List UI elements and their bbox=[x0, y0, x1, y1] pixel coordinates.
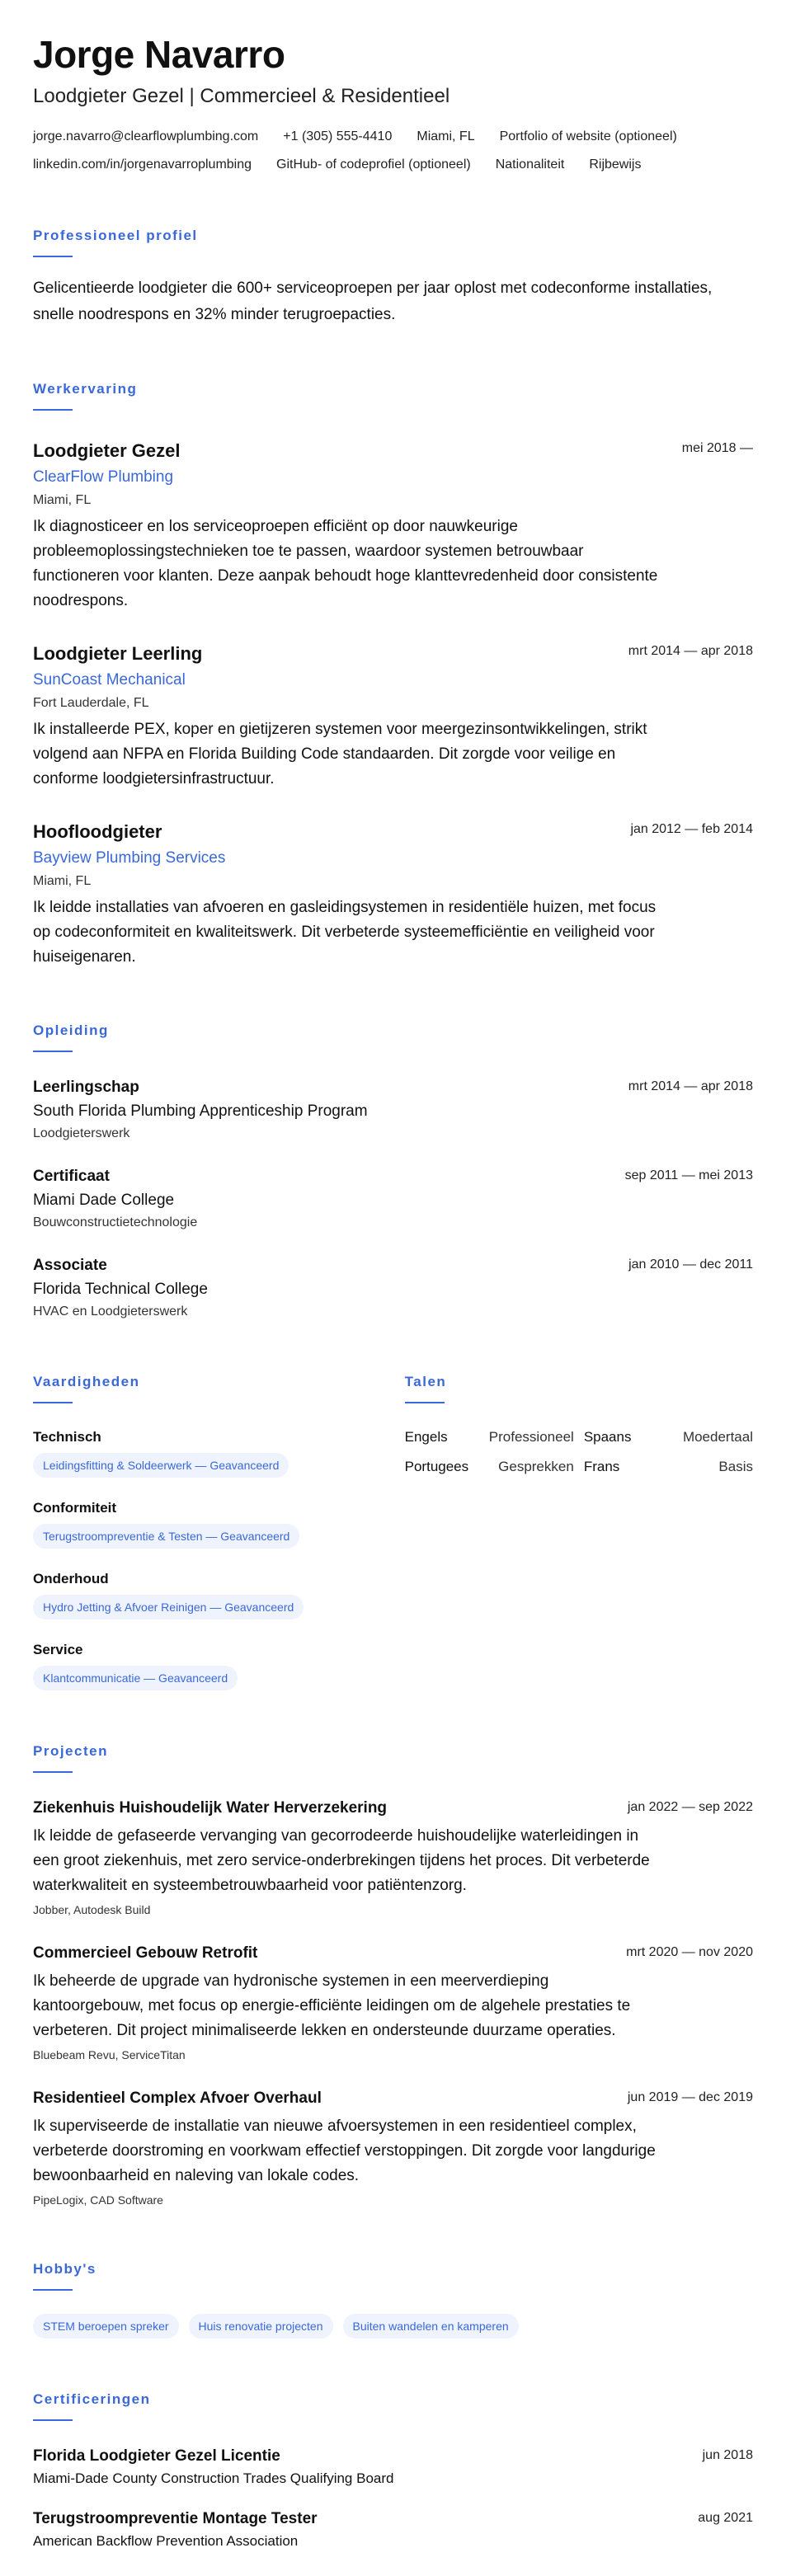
section-divider bbox=[33, 1402, 73, 1403]
certifications-section bbox=[33, 2391, 753, 2551]
contact-linkedin[interactable]: linkedin.com/in/jorgenavarroplumbing bbox=[33, 157, 252, 172]
language-level: Professioneel bbox=[488, 1429, 574, 1445]
section-divider bbox=[33, 2289, 73, 2291]
language-name: Portugees bbox=[404, 1459, 469, 1474]
contact-nationality: Nationaliteit bbox=[495, 157, 565, 172]
language-level: Moedertaal bbox=[682, 1429, 753, 1445]
profile-summary: Gelicentieerde loodgieter die 600+ serviceoproepen per jaar oplost met codeconforme installaties, snelle noodrespons en 32% minder terugroepacties. bbox=[33, 280, 713, 323]
skills-section bbox=[33, 1374, 405, 1690]
project-title: Ziekenhuis Huishoudelijk Water Herverzekering bbox=[33, 1799, 388, 1817]
skill-chip: Hydro Jetting & Afvoer Reinigen — Geavanceerd bbox=[33, 1595, 304, 1619]
resume-header bbox=[33, 31, 753, 175]
education-item bbox=[33, 1166, 753, 1232]
language-item bbox=[405, 1428, 574, 1446]
certification-name: Terugstroompreventie Montage Tester bbox=[33, 2510, 318, 2527]
hobby-chip: Buiten wandelen en kamperen bbox=[343, 2314, 519, 2339]
language-item bbox=[584, 1458, 753, 1476]
job-location: Miami, FL bbox=[33, 874, 92, 888]
job-company: Bayview Plumbing Services bbox=[33, 849, 226, 867]
section-title: Werkervaring bbox=[33, 381, 138, 397]
contact-license: Rijbewijs bbox=[589, 157, 642, 172]
skill-category: Onderhoud bbox=[33, 1571, 109, 1586]
certification-issuer: American Backflow Prevention Association bbox=[33, 2533, 299, 2549]
job-company: SunCoast Mechanical bbox=[33, 671, 186, 689]
skill-chip: Leidingsfitting & Soldeerwerk — Geavanceerd bbox=[33, 1453, 289, 1478]
skill-chip: Terugstroompreventie & Testen — Geavanceerd bbox=[33, 1524, 299, 1549]
contact-list bbox=[33, 127, 753, 175]
section-title: Hobby's bbox=[33, 2261, 96, 2277]
contact-phone[interactable]: +1 (305) 555-4410 bbox=[283, 129, 393, 143]
job-dates: mrt 2014 — apr 2018 bbox=[628, 644, 753, 658]
section-divider bbox=[33, 1771, 73, 1773]
hobby-chip: Huis renovatie projecten bbox=[189, 2314, 333, 2339]
experience-item bbox=[33, 642, 753, 792]
project-tools: Bluebeam Revu, ServiceTitan bbox=[33, 2048, 186, 2061]
education-school: Florida Technical College bbox=[33, 1281, 208, 1298]
job-title: Hoofloodgieter bbox=[33, 821, 162, 842]
project-description: Ik beheerde de upgrade van hydronische systemen in een meerverdieping kantoorgebouw, met focus op energie-efficiënte leidingen om de algehele prestaties te verbeteren. Dit project minimaliseerde lekken en ondersteunde duurzame operaties. bbox=[33, 1972, 631, 2039]
education-section bbox=[33, 1022, 753, 1321]
contact-email[interactable]: jorge.navarro@clearflowplumbing.com bbox=[33, 129, 259, 143]
project-dates: mrt 2020 — nov 2020 bbox=[626, 1945, 753, 1959]
job-description: Ik leidde installaties van afvoeren en gasleidingsystemen in residentiële huizen, met focus op codeconformiteit en kwaliteitswerk. Dit verbeterde systeemefficiëntie en veiligheid voor huiseigenaren. bbox=[33, 899, 657, 966]
section-divider bbox=[405, 1402, 445, 1403]
language-name: Frans bbox=[583, 1459, 620, 1474]
contact-portfolio[interactable]: Portfolio of website (optioneel) bbox=[499, 129, 677, 143]
experience-item bbox=[33, 439, 753, 613]
job-dates: jan 2012 — feb 2014 bbox=[630, 822, 753, 836]
job-location: Fort Lauderdale, FL bbox=[33, 696, 149, 710]
certification-date: aug 2021 bbox=[698, 2511, 753, 2525]
projects-section bbox=[33, 1743, 753, 2208]
job-title: Loodgieter Gezel bbox=[33, 440, 181, 461]
language-list bbox=[405, 1428, 753, 1476]
skills-languages-row bbox=[33, 1374, 753, 1690]
education-degree: Associate bbox=[33, 1257, 107, 1274]
job-description: Ik diagnosticeer en los serviceoproepen efficiënt op door nauwkeurige probleemoplossingstechnieken toe te passen, waardoor systemen betrouwbaar functioneren voor klanten. Deze aanpak behoudt hoge klanttevredenheid door consistente noodrespons. bbox=[33, 518, 658, 609]
project-description: Ik superviseerde de installatie van nieuwe afvoersystemen in een residentieel complex, verbeterde doorstroming en voorkwam effectief verstoppingen. Dit zorgde voor langdurige bewoonbaarheid en naleving van lokale codes. bbox=[33, 2118, 656, 2184]
hobbies-section bbox=[33, 2261, 753, 2339]
skill-chip: Klantcommunicatie — Geavanceerd bbox=[33, 1666, 238, 1690]
language-item bbox=[405, 1458, 574, 1476]
job-description: Ik installeerde PEX, koper en gietijzeren systemen voor meergezinsontwikkelingen, strikt volgend aan NFPA en Florida Building Code standaarden. Dit zorgde voor veilige en conforme loodgietersinfrastructuur. bbox=[33, 721, 647, 787]
education-dates: sep 2011 — mei 2013 bbox=[624, 1168, 753, 1182]
education-dates: jan 2010 — dec 2011 bbox=[628, 1257, 753, 1272]
language-name: Spaans bbox=[583, 1429, 632, 1445]
education-item bbox=[33, 1077, 753, 1143]
section-divider bbox=[33, 256, 73, 257]
hobby-chip: STEM beroepen spreker bbox=[33, 2314, 179, 2339]
profile-section bbox=[33, 228, 753, 328]
section-title: Professioneel profiel bbox=[33, 228, 198, 243]
section-divider bbox=[33, 409, 73, 411]
hobby-list bbox=[33, 2307, 753, 2339]
education-school: South Florida Plumbing Apprenticeship Program bbox=[33, 1102, 368, 1120]
section-divider bbox=[33, 2419, 73, 2421]
contact-github[interactable]: GitHub- of codeprofiel (optioneel) bbox=[276, 157, 471, 172]
section-title: Vaardigheden bbox=[33, 1374, 140, 1389]
project-item bbox=[33, 1943, 753, 2063]
education-field: HVAC en Loodgieterswerk bbox=[33, 1304, 188, 1319]
language-level: Gesprekken bbox=[498, 1459, 574, 1474]
project-item bbox=[33, 1798, 753, 1918]
skill-category: Technisch bbox=[33, 1429, 101, 1445]
education-school: Miami Dade College bbox=[33, 1192, 175, 1209]
education-field: Bouwconstructietechnologie bbox=[33, 1215, 198, 1229]
section-title: Certificeringen bbox=[33, 2391, 151, 2407]
skill-category: Conformiteit bbox=[33, 1500, 117, 1516]
languages-section bbox=[405, 1374, 753, 1690]
experience-section bbox=[33, 381, 753, 970]
certification-item bbox=[33, 2508, 753, 2551]
certification-issuer: Miami-Dade County Construction Trades Qualifying Board bbox=[33, 2470, 394, 2486]
certification-name: Florida Loodgieter Gezel Licentie bbox=[33, 2447, 280, 2465]
project-tools: PipeLogix, CAD Software bbox=[33, 2193, 163, 2207]
project-title: Residentieel Complex Afvoer Overhaul bbox=[33, 2089, 322, 2107]
section-title: Opleiding bbox=[33, 1022, 109, 1038]
candidate-headline: Loodgieter Gezel | Commercieel & Residentieel bbox=[33, 85, 450, 107]
skill-category: Service bbox=[33, 1642, 83, 1657]
job-company: ClearFlow Plumbing bbox=[33, 468, 174, 486]
section-divider bbox=[33, 1051, 73, 1052]
project-item bbox=[33, 2088, 753, 2208]
job-location: Miami, FL bbox=[33, 493, 92, 507]
project-title: Commercieel Gebouw Retrofit bbox=[33, 1944, 258, 1962]
education-field: Loodgieterswerk bbox=[33, 1126, 130, 1140]
education-degree: Leerlingschap bbox=[33, 1079, 139, 1096]
job-dates: mei 2018 — bbox=[681, 441, 753, 455]
project-tools: Jobber, Autodesk Build bbox=[33, 1903, 151, 1916]
education-dates: mrt 2014 — apr 2018 bbox=[628, 1079, 753, 1093]
section-title: Talen bbox=[404, 1374, 447, 1389]
education-degree: Certificaat bbox=[33, 1168, 110, 1185]
project-dates: jun 2019 — dec 2019 bbox=[627, 2090, 753, 2104]
language-item bbox=[584, 1428, 753, 1446]
job-title: Loodgieter Leerling bbox=[33, 643, 203, 664]
certification-item bbox=[33, 2446, 753, 2489]
certification-date: jun 2018 bbox=[702, 2448, 753, 2462]
language-name: Engels bbox=[404, 1429, 448, 1445]
education-item bbox=[33, 1255, 753, 1321]
project-description: Ik leidde de gefaseerde vervanging van gecorrodeerde huishoudelijke waterleidingen in een groot ziekenhuis, met zero service-onderbrekingen tijdens het proces. Dit verbeterde waterkwaliteit en systeembetrouwbaarheid voor patiëntenzorg. bbox=[33, 1827, 650, 1894]
contact-location: Miami, FL bbox=[417, 129, 475, 143]
section-title: Projecten bbox=[33, 1743, 108, 1759]
language-level: Basis bbox=[718, 1459, 753, 1474]
project-dates: jan 2022 — sep 2022 bbox=[627, 1800, 753, 1814]
candidate-name: Jorge Navarro bbox=[33, 33, 285, 76]
experience-item bbox=[33, 820, 753, 970]
